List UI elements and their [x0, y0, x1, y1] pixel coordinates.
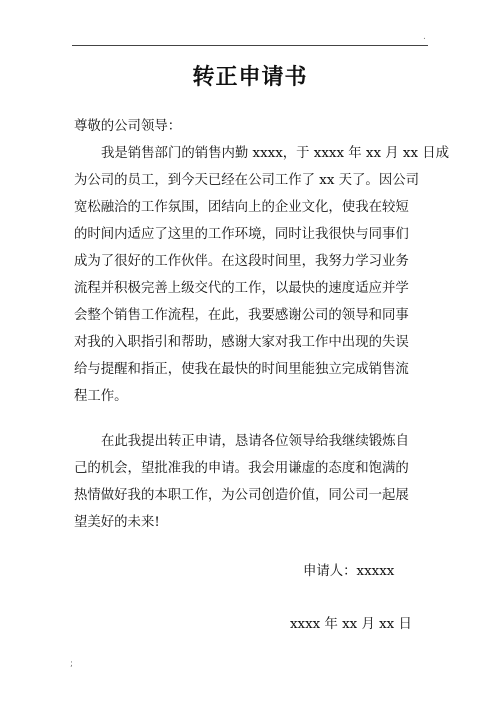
- paragraph1-line: 的时间内适应了这里的工作环境，同时让我很快与同事们: [74, 227, 409, 242]
- paragraph1-line: 给与提醒和指正，使我在最快的时间里能独立完成销售流: [74, 362, 409, 377]
- paragraph2-line: 己的机会，望批准我的申请。我会用谦虚的态度和饱满的: [74, 461, 409, 476]
- corner-mark-bottom: ;: [70, 659, 74, 669]
- document-title: 转正申请书: [192, 64, 308, 90]
- paragraph1-line: 对我的入职指引和帮助，感谢大家对我工作中出现的失误: [74, 335, 409, 350]
- paragraph2-line: 在此我提出转正申请，恳请各位领导给我继续锻炼自: [101, 434, 409, 449]
- paragraph1-line: 会整个销售工作流程，在此，我要感谢公司的领导和同事: [74, 308, 409, 323]
- applicant-signature: 申请人：xxxxx: [303, 564, 395, 579]
- application-date: xxxx 年 xx 月 xx 日: [290, 617, 412, 632]
- salutation: 尊敬的公司领导：: [74, 119, 182, 134]
- paragraph1-line: 我是销售部门的销售内勤 xxxx，于 xxxx 年 xx 月 xx 日成: [101, 146, 450, 161]
- paragraph2-line: 热情做好我的本职工作，为公司创造价值，同公司一起展: [74, 488, 409, 503]
- paragraph1-line: 流程并积极完善上级交代的工作，以最快的速度适应并学: [74, 281, 409, 296]
- paragraph1-line: 成为了很好的工作伙伴。在这段时间里，我努力学习业务: [74, 254, 409, 269]
- paragraph1-line: 宽松融洽的工作氛围，团结向上的企业文化，使我在较短: [74, 200, 409, 215]
- paragraph1-line: 为公司的员工，到今天已经在公司工作了 xx 天了。因公司: [74, 173, 419, 188]
- header-rule: [72, 45, 428, 46]
- paragraph2-line: 望美好的未来!: [74, 515, 160, 530]
- corner-mark-top: .: [423, 32, 426, 42]
- paragraph1-line: 程工作。: [74, 389, 128, 404]
